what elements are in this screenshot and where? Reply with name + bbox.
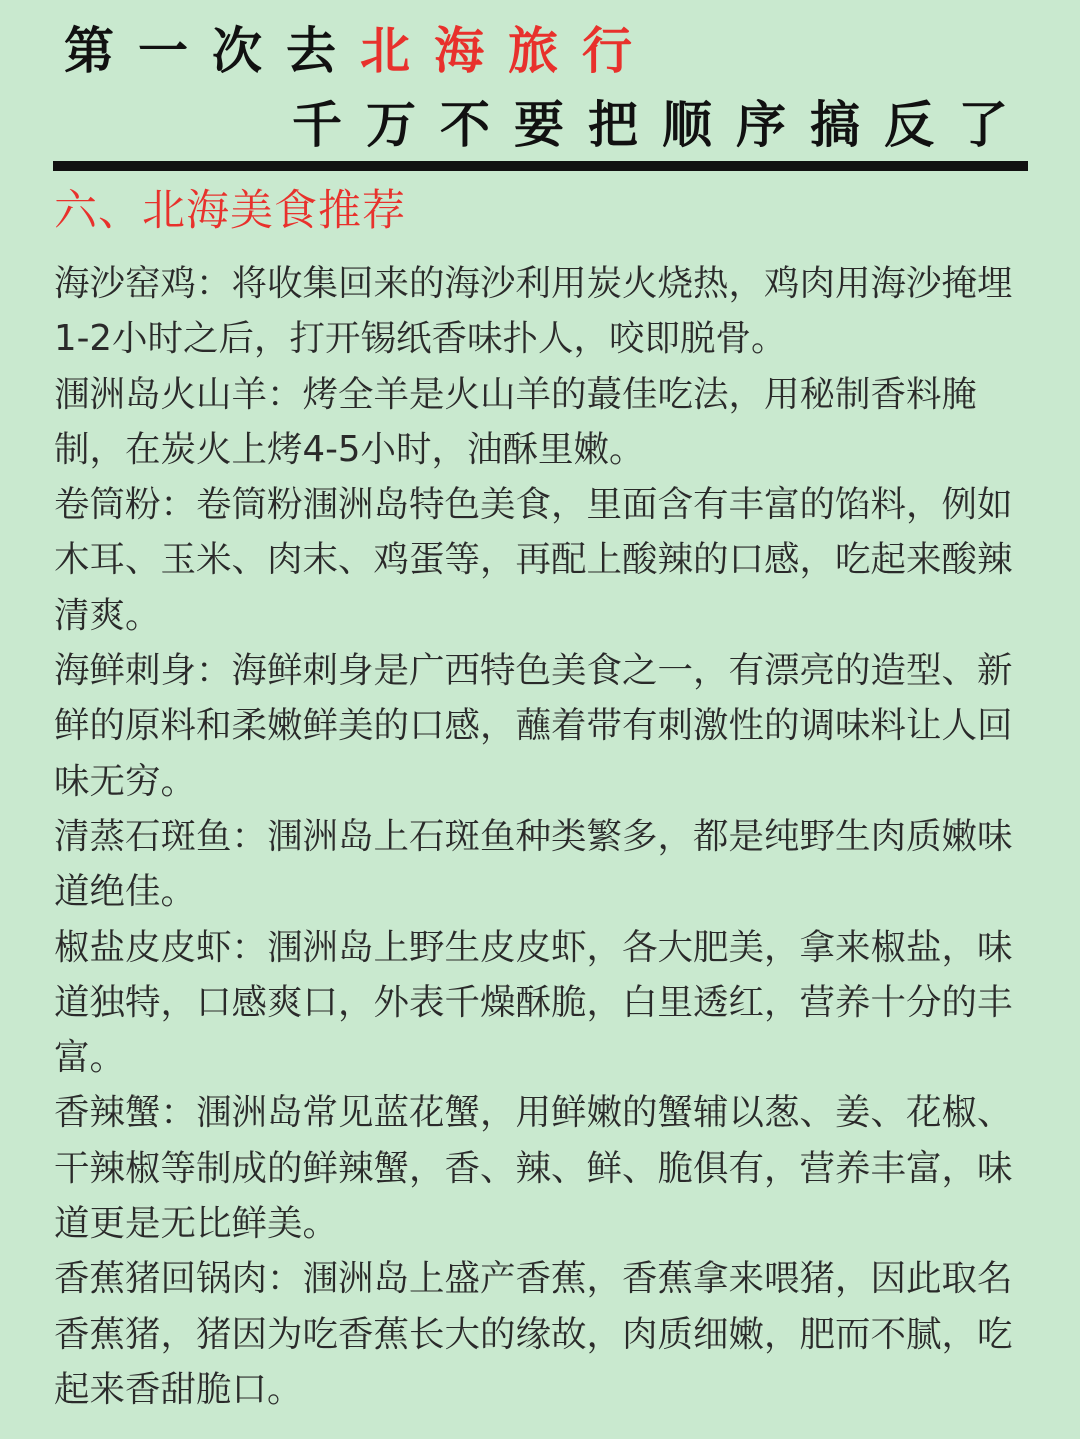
title-line-2: 千万不要把顺序搞反了 <box>292 96 1032 154</box>
title-divider <box>53 161 1028 171</box>
food-item-salt-pepper-shrimp: 椒盐皮皮虾：涠洲岛上野生皮皮虾，各大肥美，拿来椒盐，味道独特，口感爽口，外表千燥酥脆，白里透红，营养十分的丰富。 <box>54 926 1013 1079</box>
food-list <box>54 256 1024 1417</box>
title-line-1 <box>64 22 656 80</box>
food-item-rice-roll: 卷筒粉：卷筒粉涠洲岛特色美食，里面含有丰富的馅料，例如木耳、玉米、肉末、鸡蛋等，再配上酸辣的口感，吃起来酸辣清爽。 <box>54 484 1013 636</box>
food-item-seafood-sashimi: 海鲜刺身：海鲜刺身是广西特色美食之一，有漂亮的造型、新鲜的原料和柔嫩鲜美的口感，蘸着带有刺激性的调味料让人回味无穷。 <box>54 650 1013 802</box>
section-heading: 六、北海美食推荐 <box>54 186 406 236</box>
food-item-spicy-crab: 香辣蟹：涠洲岛常见蓝花蟹，用鲜嫩的蟹辅以葱、姜、花椒、干辣椒等制成的鲜辣蟹，香、辣、鲜、脆俱有，营养丰富，味道更是无比鲜美。 <box>54 1092 1013 1245</box>
title-prefix: 第一次去 <box>64 22 360 80</box>
title-highlight: 北海旅行 <box>360 22 656 80</box>
food-item-steamed-grouper: 清蒸石斑鱼：涠洲岛上石斑鱼种类繁多，都是纯野生肉质嫩味道绝佳。 <box>54 815 1013 913</box>
food-item-volcano-lamb: 涠洲岛火山羊：烤全羊是火山羊的蕞佳吃法，用秘制香料腌制，在炭火上烤4-5小时，油酥里嫩。 <box>54 373 978 470</box>
food-item-sand-baked-chicken: 海沙窑鸡：将收集回来的海沙利用炭火烧热，鸡肉用海沙掩埋1-2小时之后，打开锡纸香味扑人，咬即脱骨。 <box>54 263 1013 360</box>
food-item-banana-pork: 香蕉猪回锅肉：涠洲岛上盛产香蕉，香蕉拿来喂猪，因此取名香蕉猪，猪因为吃香蕉长大的缘故，肉质细嫩，肥而不腻，吃起来香甜脆口。 <box>54 1258 1013 1410</box>
